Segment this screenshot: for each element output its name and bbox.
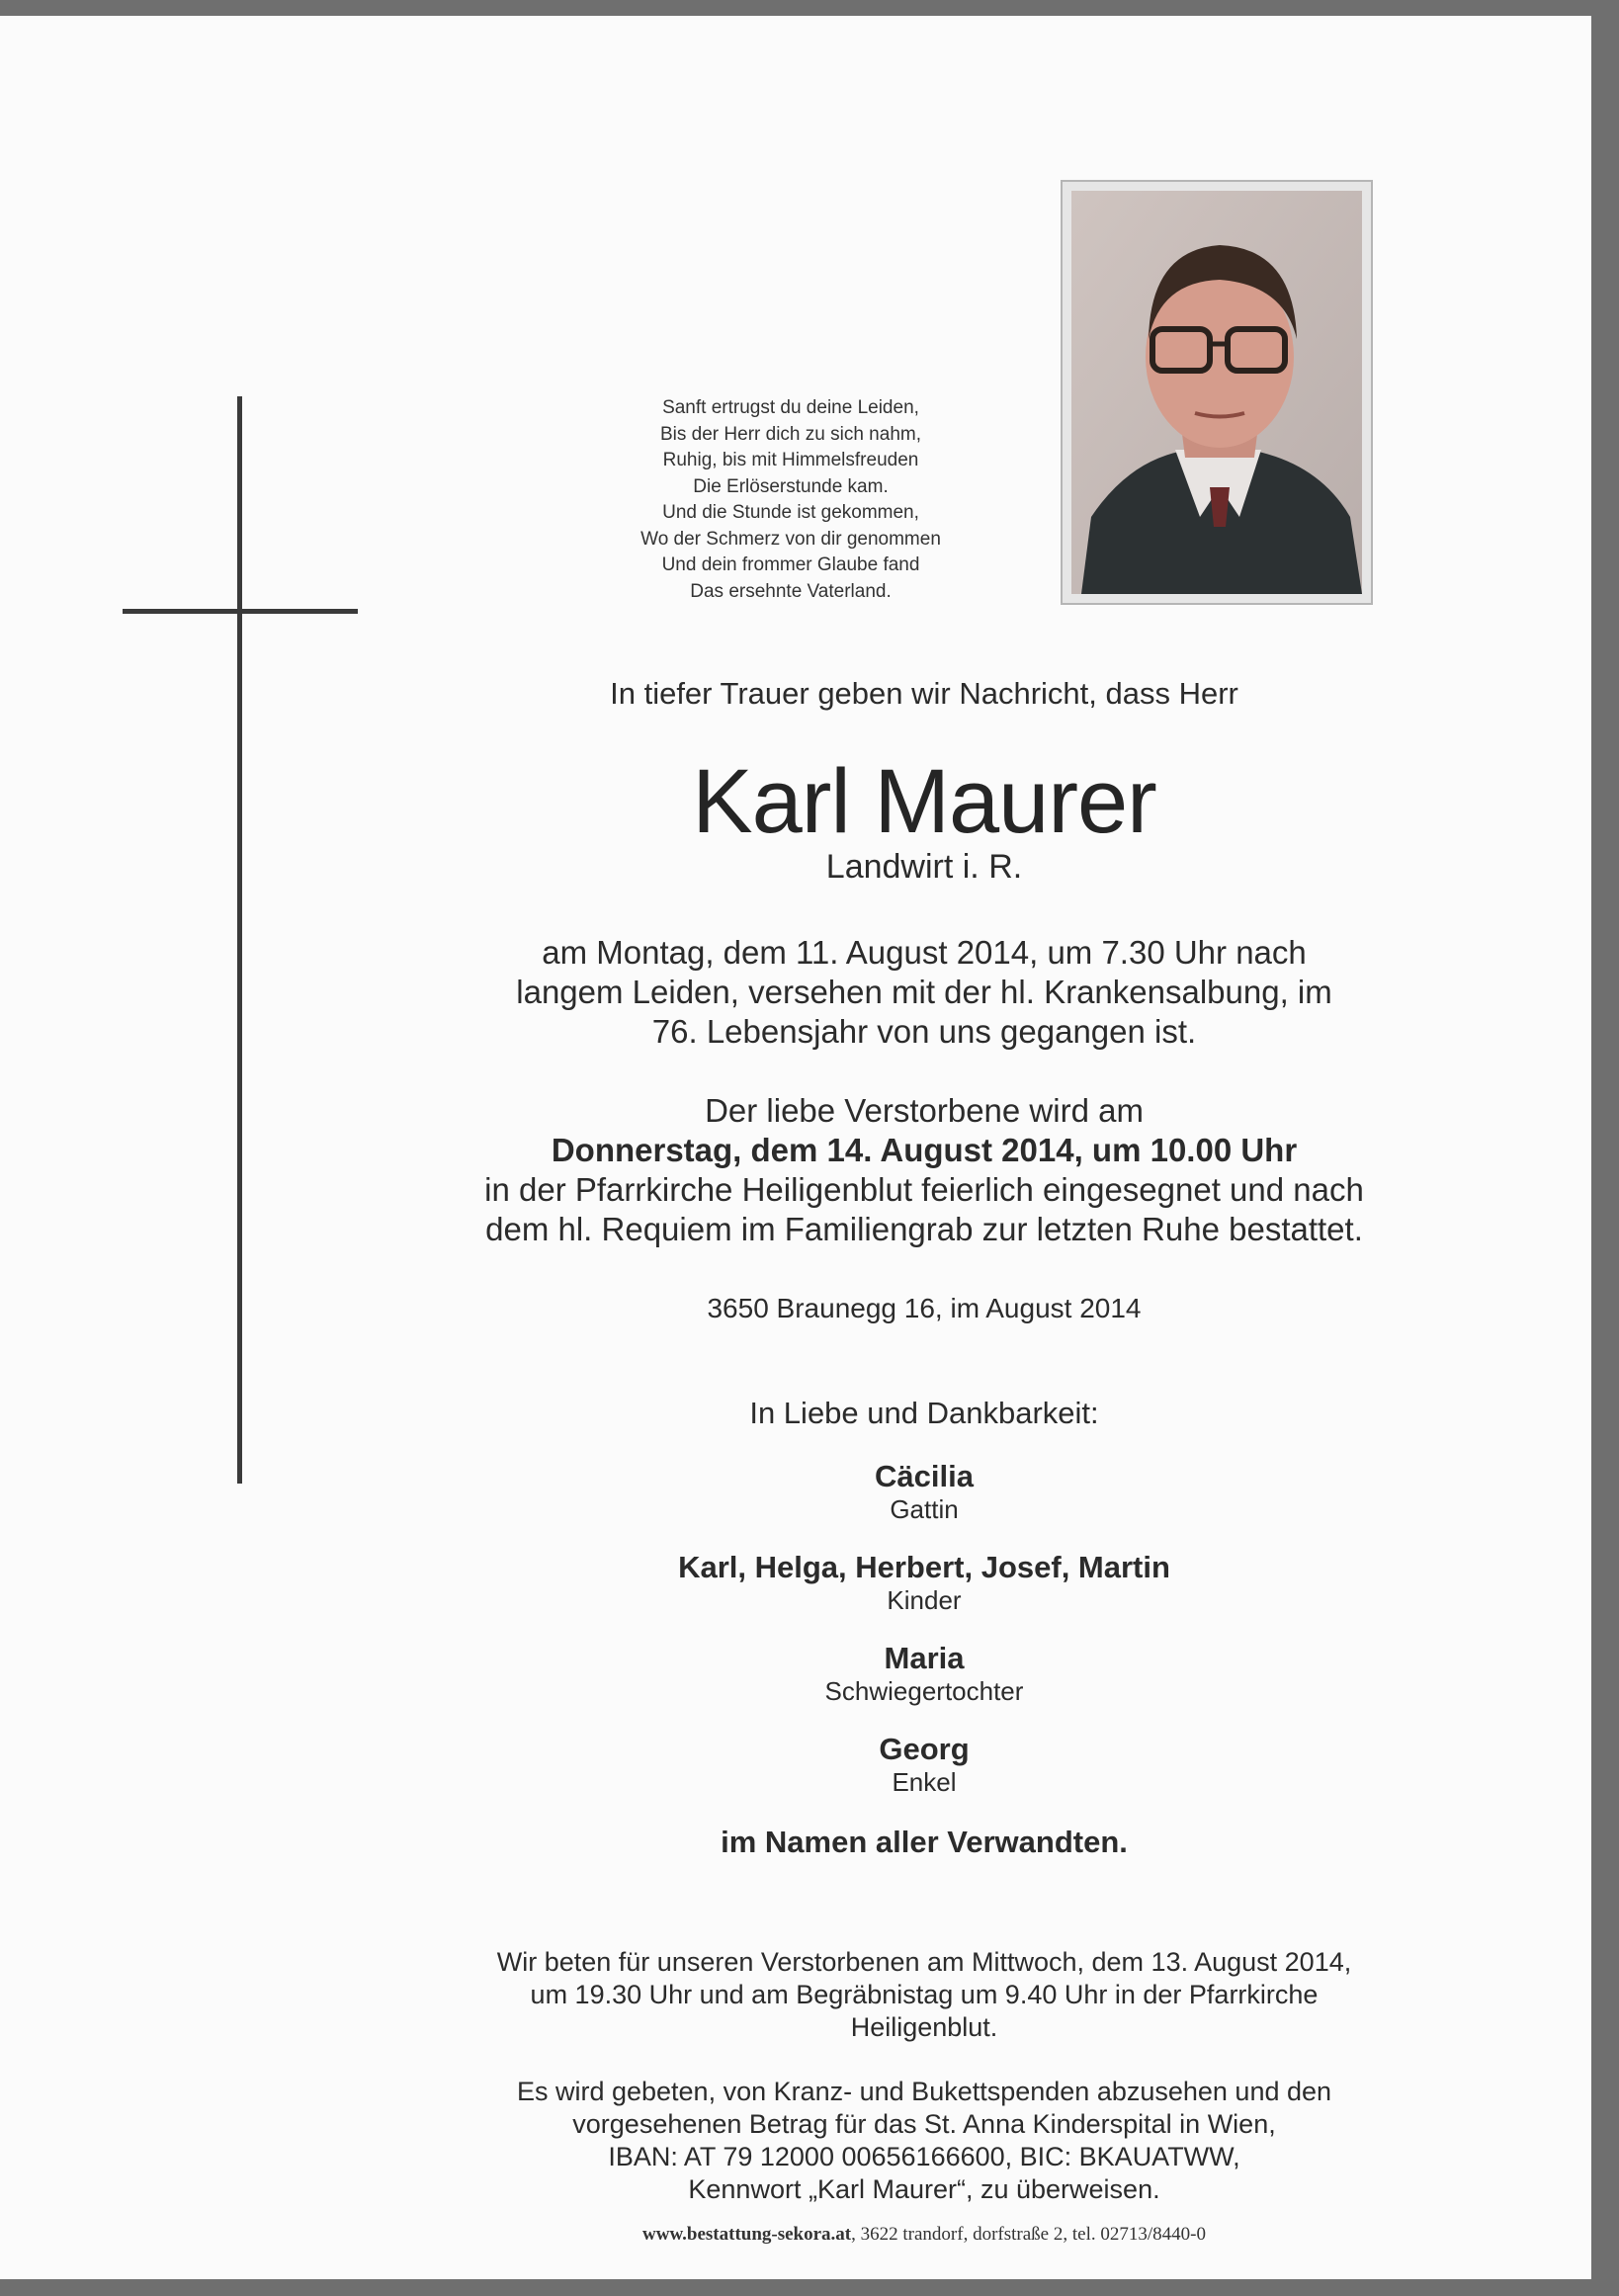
service-line: dem hl. Requiem im Familiengrab zur letzten Ruhe bestattet. (485, 1211, 1363, 1247)
death-line: am Montag, dem 11. August 2014, um 7.30 Uhr nach (542, 934, 1307, 971)
poem-line: Und dein frommer Glaube fand (661, 554, 920, 575)
family-role: Enkel (892, 1767, 957, 1797)
footer-address: , 3622 trandorf, dorfstraße 2, tel. 02713/8440-0 (851, 2224, 1206, 2245)
donation-line: Es wird gebeten, von Kranz- und Bukettspenden abzusehen und den (516, 2077, 1332, 2106)
portrait-image (1071, 191, 1362, 594)
service-line: Der liebe Verstorbene wird am (705, 1092, 1144, 1129)
portrait-photo (1061, 180, 1373, 605)
funeral-service (455, 1091, 1394, 1249)
deceased-name: Karl Maurer (692, 751, 1156, 852)
poem-line: Bis der Herr dich zu sich nahm, (660, 423, 921, 445)
death-line: langem Leiden, versehen mit der hl. Krankensalbung, im (516, 974, 1332, 1010)
prayer-line: Heiligenblut. (850, 2012, 998, 2042)
death-details (455, 933, 1394, 1052)
footer (0, 2224, 1619, 2246)
donation-line: IBAN: AT 79 12000 00656166600, BIC: BKAUATWW, (608, 2142, 1240, 2171)
cross-horizontal-bar (123, 609, 358, 614)
poem-line: Wo der Schmerz von dir genommen (640, 528, 941, 550)
family-role: Schwiegertochter (824, 1676, 1024, 1706)
family-name: Georg (879, 1732, 970, 1766)
place-date: 3650 Braunegg 16, im August 2014 (707, 1293, 1142, 1323)
family-role: Gattin (890, 1494, 959, 1524)
poem-line: Ruhig, bis mit Himmelsfreuden (662, 450, 919, 470)
prayer-line: um 19.30 Uhr und am Begräbnistag um 9.40 Uhr in der Pfarrkirche (530, 1980, 1319, 2009)
family-name: Maria (884, 1641, 965, 1675)
closing-line: im Namen aller Verwandten. (721, 1825, 1128, 1859)
poem-line: Sanft ertrugst du deine Leiden, (662, 397, 919, 418)
prayer-info (455, 1946, 1394, 2044)
family-member (0, 1459, 1619, 1524)
service-date: Donnerstag, dem 14. August 2014, um 10.00 Uhr (551, 1132, 1298, 1168)
family-member (0, 1550, 1619, 1615)
family-name: Cäcilia (875, 1459, 974, 1493)
family-name: Karl, Helga, Herbert, Josef, Martin (678, 1550, 1170, 1584)
family-member (0, 1732, 1619, 1797)
death-line: 76. Lebensjahr von uns gegangen ist. (651, 1013, 1197, 1050)
service-line: in der Pfarrkirche Heiligenblut feierlich eingesegnet und nach (484, 1171, 1364, 1208)
prayer-line: Wir beten für unseren Verstorbenen am Mittwoch, dem 13. August 2014, (496, 1947, 1352, 1977)
footer-website[interactable]: www.bestattung-sekora.at (642, 2224, 852, 2245)
donation-line: vorgesehenen Betrag für das St. Anna Kinderspital in Wien, (572, 2109, 1276, 2139)
donation-info (455, 2076, 1394, 2206)
poem-line: Das ersehnte Vaterland. (690, 580, 892, 602)
thanks-heading: In Liebe und Dankbarkeit: (749, 1396, 1099, 1430)
intro-text: In tiefer Trauer geben wir Nachricht, dass Herr (610, 676, 1238, 711)
donation-line: Kennwort „Karl Maurer“, zu überweisen. (688, 2174, 1160, 2204)
poem-line: Und die Stunde ist gekommen, (662, 502, 919, 523)
death-notice-page (0, 16, 1591, 2279)
family-member (0, 1641, 1619, 1706)
poem-line: Die Erlöserstunde kam. (693, 475, 889, 497)
occupation: Landwirt i. R. (825, 848, 1023, 886)
family-role: Kinder (887, 1585, 962, 1615)
poem (563, 395, 1018, 605)
